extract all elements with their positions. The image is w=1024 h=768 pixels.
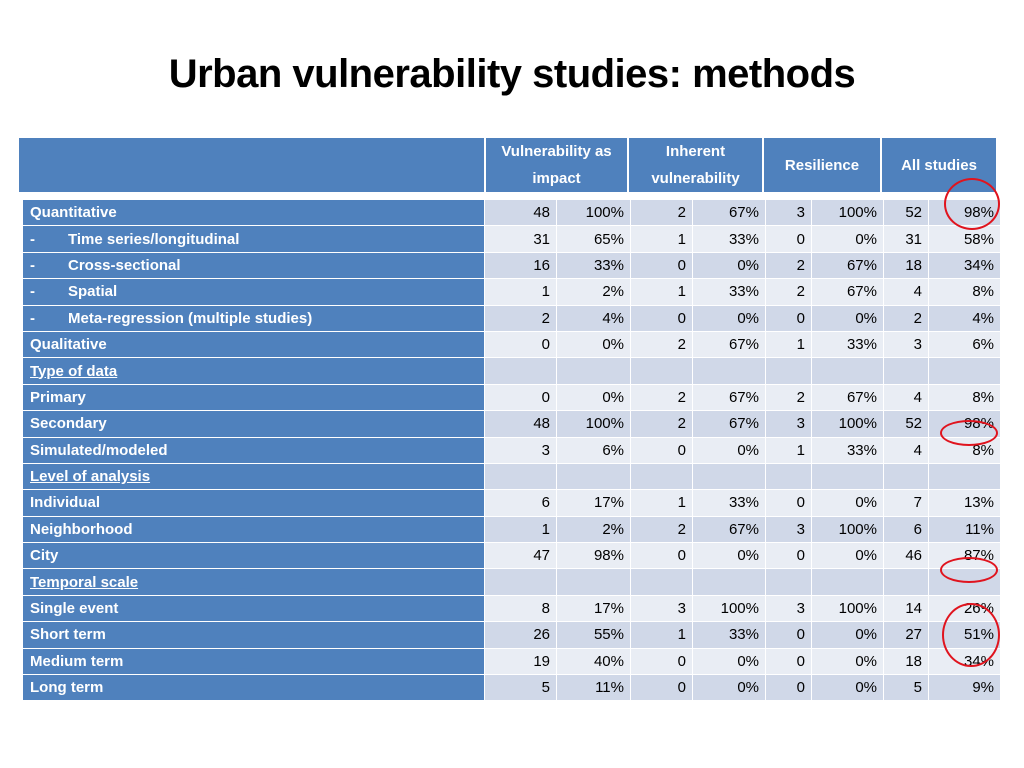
count-cell: 2 bbox=[631, 516, 693, 542]
count-cell: 5 bbox=[884, 675, 929, 701]
table-row bbox=[23, 200, 1001, 226]
bullet-dash: - bbox=[30, 309, 35, 327]
percent-cell: 4% bbox=[929, 305, 1001, 331]
row-label-cell bbox=[23, 490, 485, 516]
count-cell: 0 bbox=[631, 543, 693, 569]
count-cell: 0 bbox=[766, 305, 812, 331]
percent-cell: 8% bbox=[929, 279, 1001, 305]
row-label: Individual bbox=[30, 494, 101, 512]
percent-cell bbox=[557, 463, 631, 489]
percent-cell: 0% bbox=[693, 675, 766, 701]
count-cell: 2 bbox=[485, 305, 557, 331]
count-cell: 1 bbox=[485, 279, 557, 305]
percent-cell: 0% bbox=[812, 226, 884, 252]
table-row bbox=[23, 411, 1001, 437]
row-label-cell bbox=[23, 411, 485, 437]
header-vulnerability-as-impact: Vulnerability as impact bbox=[485, 137, 628, 193]
highlight-circle-city-all bbox=[940, 557, 998, 583]
count-cell: 0 bbox=[766, 226, 812, 252]
row-label-cell bbox=[23, 252, 485, 278]
row-label: Single event bbox=[30, 600, 119, 618]
row-label: Cross-sectional bbox=[68, 256, 181, 274]
percent-cell: 26% bbox=[929, 595, 1001, 621]
percent-cell: 6% bbox=[929, 331, 1001, 357]
percent-cell: 98% bbox=[557, 543, 631, 569]
count-cell bbox=[766, 463, 812, 489]
row-label-cell bbox=[23, 331, 485, 357]
row-label-cell bbox=[23, 595, 485, 621]
percent-cell: 2% bbox=[557, 279, 631, 305]
percent-cell: 6% bbox=[557, 437, 631, 463]
percent-cell: 33% bbox=[557, 252, 631, 278]
percent-cell: 100% bbox=[812, 200, 884, 226]
row-label: Qualitative bbox=[30, 336, 107, 354]
count-cell: 1 bbox=[631, 622, 693, 648]
count-cell: 1 bbox=[631, 279, 693, 305]
percent-cell: 33% bbox=[812, 437, 884, 463]
percent-cell bbox=[557, 358, 631, 384]
percent-cell: 55% bbox=[557, 622, 631, 648]
table-row bbox=[23, 279, 1001, 305]
percent-cell: 0% bbox=[812, 305, 884, 331]
count-cell: 2 bbox=[884, 305, 929, 331]
row-label: Spatial bbox=[68, 283, 118, 301]
table-row bbox=[23, 648, 1001, 674]
count-cell: 0 bbox=[631, 305, 693, 331]
percent-cell: 0% bbox=[693, 437, 766, 463]
row-label-cell bbox=[23, 200, 485, 226]
count-cell: 18 bbox=[884, 648, 929, 674]
percent-cell: 100% bbox=[557, 411, 631, 437]
count-cell: 3 bbox=[766, 595, 812, 621]
header-resilience: Resilience bbox=[763, 137, 881, 193]
bullet-dash: - bbox=[30, 283, 35, 301]
count-cell: 52 bbox=[884, 411, 929, 437]
table-row bbox=[23, 437, 1001, 463]
section-header-cell bbox=[23, 463, 485, 489]
percent-cell: 0% bbox=[812, 543, 884, 569]
percent-cell: 67% bbox=[812, 384, 884, 410]
table-row bbox=[23, 252, 1001, 278]
table-row bbox=[23, 516, 1001, 542]
percent-cell: 40% bbox=[557, 648, 631, 674]
row-label: Temporal scale bbox=[30, 573, 139, 591]
bullet-dash: - bbox=[30, 256, 35, 274]
methods-data-table bbox=[22, 199, 1001, 701]
count-cell bbox=[631, 358, 693, 384]
row-label-cell bbox=[23, 384, 485, 410]
count-cell bbox=[766, 358, 812, 384]
bullet-dash: - bbox=[30, 230, 35, 248]
count-cell: 3 bbox=[485, 437, 557, 463]
row-label-cell bbox=[23, 675, 485, 701]
percent-cell: 8% bbox=[929, 384, 1001, 410]
percent-cell: 9% bbox=[929, 675, 1001, 701]
count-cell: 0 bbox=[631, 252, 693, 278]
count-cell: 48 bbox=[485, 411, 557, 437]
count-cell: 1 bbox=[485, 516, 557, 542]
percent-cell: 67% bbox=[693, 384, 766, 410]
count-cell: 0 bbox=[631, 675, 693, 701]
percent-cell: 87% bbox=[929, 543, 1001, 569]
percent-cell: 100% bbox=[557, 200, 631, 226]
count-cell: 0 bbox=[766, 648, 812, 674]
section-header-cell bbox=[23, 569, 485, 595]
percent-cell: 17% bbox=[557, 595, 631, 621]
count-cell: 3 bbox=[884, 331, 929, 357]
count-cell: 2 bbox=[766, 384, 812, 410]
row-label: Neighborhood bbox=[30, 520, 133, 538]
count-cell: 3 bbox=[631, 595, 693, 621]
row-label: Short term bbox=[30, 626, 106, 644]
percent-cell bbox=[693, 569, 766, 595]
count-cell: 6 bbox=[485, 490, 557, 516]
percent-cell: 0% bbox=[693, 252, 766, 278]
row-label-cell bbox=[23, 622, 485, 648]
percent-cell: 11% bbox=[557, 675, 631, 701]
table-row bbox=[23, 305, 1001, 331]
count-cell: 26 bbox=[485, 622, 557, 648]
row-label: Type of data bbox=[30, 362, 118, 380]
count-cell: 2 bbox=[631, 331, 693, 357]
count-cell: 2 bbox=[766, 252, 812, 278]
count-cell: 2 bbox=[631, 200, 693, 226]
percent-cell: 67% bbox=[693, 331, 766, 357]
count-cell: 27 bbox=[884, 622, 929, 648]
header-blank-cell bbox=[18, 137, 485, 193]
percent-cell: 0% bbox=[812, 622, 884, 648]
count-cell: 7 bbox=[884, 490, 929, 516]
count-cell: 0 bbox=[766, 622, 812, 648]
percent-cell bbox=[557, 569, 631, 595]
count-cell: 4 bbox=[884, 279, 929, 305]
row-label: City bbox=[30, 547, 59, 565]
percent-cell: 100% bbox=[812, 411, 884, 437]
row-label: Primary bbox=[30, 388, 86, 406]
count-cell: 3 bbox=[766, 516, 812, 542]
count-cell: 1 bbox=[766, 437, 812, 463]
count-cell: 0 bbox=[631, 437, 693, 463]
percent-cell: 33% bbox=[693, 279, 766, 305]
percent-cell: 13% bbox=[929, 490, 1001, 516]
count-cell: 48 bbox=[485, 200, 557, 226]
count-cell: 0 bbox=[766, 543, 812, 569]
count-cell: 0 bbox=[631, 648, 693, 674]
count-cell: 4 bbox=[884, 437, 929, 463]
header-all-studies: All studies bbox=[881, 137, 997, 193]
count-cell: 46 bbox=[884, 543, 929, 569]
row-label-cell bbox=[23, 516, 485, 542]
count-cell: 31 bbox=[485, 226, 557, 252]
count-cell bbox=[485, 463, 557, 489]
count-cell: 4 bbox=[884, 384, 929, 410]
table-row bbox=[23, 463, 1001, 489]
percent-cell: 17% bbox=[557, 490, 631, 516]
row-label: Level of analysis bbox=[30, 468, 151, 486]
percent-cell bbox=[693, 358, 766, 384]
count-cell: 2 bbox=[766, 279, 812, 305]
table-row bbox=[23, 622, 1001, 648]
count-cell: 52 bbox=[884, 200, 929, 226]
count-cell bbox=[485, 358, 557, 384]
percent-cell: 0% bbox=[812, 490, 884, 516]
table-row bbox=[23, 226, 1001, 252]
percent-cell: 33% bbox=[693, 490, 766, 516]
highlight-circle-secondary-all bbox=[940, 420, 998, 446]
count-cell: 6 bbox=[884, 516, 929, 542]
percent-cell: 34% bbox=[929, 648, 1001, 674]
count-cell: 1 bbox=[631, 490, 693, 516]
header-row bbox=[18, 137, 997, 193]
percent-cell: 33% bbox=[693, 622, 766, 648]
percent-cell: 51% bbox=[929, 622, 1001, 648]
percent-cell: 2% bbox=[557, 516, 631, 542]
percent-cell: 33% bbox=[693, 226, 766, 252]
percent-cell: 0% bbox=[557, 331, 631, 357]
row-label: Meta-regression (multiple studies) bbox=[68, 309, 313, 327]
row-label-cell bbox=[23, 437, 485, 463]
row-label: Secondary bbox=[30, 415, 107, 433]
row-label-cell bbox=[23, 226, 485, 252]
count-cell: 8 bbox=[485, 595, 557, 621]
column-header-table bbox=[17, 136, 998, 194]
count-cell bbox=[631, 463, 693, 489]
count-cell: 14 bbox=[884, 595, 929, 621]
percent-cell bbox=[812, 569, 884, 595]
count-cell: 2 bbox=[631, 384, 693, 410]
table-row bbox=[23, 358, 1001, 384]
percent-cell: 65% bbox=[557, 226, 631, 252]
count-cell bbox=[884, 463, 929, 489]
percent-cell: 11% bbox=[929, 516, 1001, 542]
table-row bbox=[23, 331, 1001, 357]
percent-cell: 58% bbox=[929, 226, 1001, 252]
percent-cell bbox=[812, 358, 884, 384]
table-row bbox=[23, 543, 1001, 569]
count-cell: 1 bbox=[766, 331, 812, 357]
percent-cell: 33% bbox=[812, 331, 884, 357]
percent-cell: 67% bbox=[693, 411, 766, 437]
percent-cell bbox=[693, 463, 766, 489]
section-header-cell bbox=[23, 358, 485, 384]
count-cell: 0 bbox=[766, 490, 812, 516]
percent-cell bbox=[812, 463, 884, 489]
percent-cell: 34% bbox=[929, 252, 1001, 278]
percent-cell: 0% bbox=[557, 384, 631, 410]
count-cell: 0 bbox=[766, 675, 812, 701]
percent-cell: 8% bbox=[929, 437, 1001, 463]
count-cell: 19 bbox=[485, 648, 557, 674]
table-row bbox=[23, 384, 1001, 410]
row-label: Time series/longitudinal bbox=[68, 230, 240, 248]
count-cell: 31 bbox=[884, 226, 929, 252]
count-cell bbox=[884, 358, 929, 384]
percent-cell: 67% bbox=[693, 200, 766, 226]
percent-cell bbox=[929, 463, 1001, 489]
count-cell bbox=[485, 569, 557, 595]
highlight-circle-quantitative-all bbox=[944, 178, 1000, 230]
table-row bbox=[23, 675, 1001, 701]
table-row bbox=[23, 490, 1001, 516]
row-label-cell bbox=[23, 279, 485, 305]
row-label-cell bbox=[23, 648, 485, 674]
percent-cell: 0% bbox=[812, 675, 884, 701]
percent-cell: 98% bbox=[929, 411, 1001, 437]
count-cell: 5 bbox=[485, 675, 557, 701]
count-cell: 3 bbox=[766, 200, 812, 226]
count-cell: 2 bbox=[631, 411, 693, 437]
percent-cell: 67% bbox=[812, 252, 884, 278]
row-label-cell bbox=[23, 543, 485, 569]
count-cell: 0 bbox=[485, 384, 557, 410]
percent-cell: 100% bbox=[812, 516, 884, 542]
percent-cell: 4% bbox=[557, 305, 631, 331]
percent-cell: 0% bbox=[812, 648, 884, 674]
slide-title: Urban vulnerability studies: methods bbox=[168, 52, 856, 96]
count-cell: 0 bbox=[485, 331, 557, 357]
percent-cell bbox=[929, 358, 1001, 384]
count-cell: 16 bbox=[485, 252, 557, 278]
percent-cell: 100% bbox=[693, 595, 766, 621]
percent-cell: 98% bbox=[929, 200, 1001, 226]
table-row bbox=[23, 569, 1001, 595]
count-cell: 3 bbox=[766, 411, 812, 437]
row-label-cell bbox=[23, 305, 485, 331]
count-cell: 47 bbox=[485, 543, 557, 569]
row-label: Medium term bbox=[30, 652, 124, 670]
count-cell bbox=[766, 569, 812, 595]
percent-cell: 67% bbox=[812, 279, 884, 305]
percent-cell: 0% bbox=[693, 543, 766, 569]
percent-cell: 100% bbox=[812, 595, 884, 621]
count-cell bbox=[884, 569, 929, 595]
percent-cell: 0% bbox=[693, 305, 766, 331]
header-inherent-vulnerability: Inherent vulnerability bbox=[628, 137, 763, 193]
percent-cell: 67% bbox=[693, 516, 766, 542]
count-cell bbox=[631, 569, 693, 595]
percent-cell: 0% bbox=[693, 648, 766, 674]
row-label: Long term bbox=[30, 679, 104, 697]
row-label: Simulated/modeled bbox=[30, 441, 168, 459]
count-cell: 1 bbox=[631, 226, 693, 252]
table-row bbox=[23, 595, 1001, 621]
row-label: Quantitative bbox=[30, 204, 117, 222]
count-cell: 18 bbox=[884, 252, 929, 278]
highlight-circle-temporal-all bbox=[942, 603, 1000, 667]
